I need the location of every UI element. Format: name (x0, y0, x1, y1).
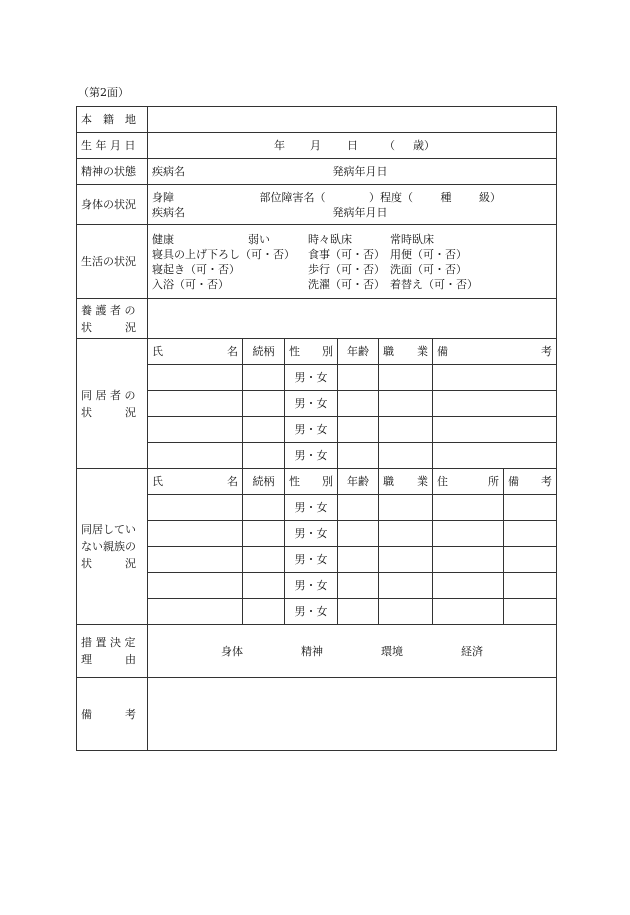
label-cohabit: 同 居 者 の 状 況 (77, 339, 148, 469)
living-walk: 歩行（可・否） (308, 262, 385, 276)
label-guardian: 養 護 者 の 状 況 (77, 299, 148, 339)
living-health: 健康 (152, 232, 174, 246)
physical-disability: 身障 (152, 190, 174, 204)
physical-grade: 級） (479, 190, 501, 204)
cohabit-header-job: 職 業 (379, 339, 433, 365)
cohabit-header-age: 年齢 (338, 339, 379, 365)
row-living (77, 225, 557, 299)
sex-option[interactable]: 男・女 (285, 521, 338, 547)
table-row (77, 495, 557, 521)
noncohabit-header-age: 年齢 (338, 469, 379, 495)
table-row (77, 573, 557, 599)
living-meal: 食事（可・否） (308, 247, 385, 261)
noncohabit-header-address: 住 所 (433, 469, 504, 495)
sex-option[interactable]: 男・女 (285, 365, 338, 391)
field-honseki[interactable] (148, 107, 557, 133)
label-physical: 身体の状況 (77, 185, 148, 225)
sex-option[interactable]: 男・女 (285, 599, 338, 625)
row-birth (77, 133, 557, 159)
field-decision[interactable] (148, 625, 557, 678)
living-toilet: 用便（可・否） (390, 247, 467, 261)
noncohabit-header-sex: 性 別 (285, 469, 338, 495)
table-row (77, 365, 557, 391)
table-row (77, 521, 557, 547)
cohabit-header-note: 備 考 (433, 339, 557, 365)
noncohabit-header-name: 氏 名 (148, 469, 243, 495)
row-decision (77, 625, 557, 678)
cohabit-header-name: 氏 名 (148, 339, 243, 365)
physical-part: 部位障害名（ (259, 190, 326, 204)
field-birth[interactable] (148, 133, 557, 159)
decision-env[interactable]: 環境 (381, 644, 403, 658)
table-row (77, 547, 557, 573)
physical-kind: 種 (440, 190, 452, 204)
sex-option[interactable]: 男・女 (285, 417, 338, 443)
living-bath: 入浴（可・否） (152, 277, 229, 291)
row-remarks (77, 678, 557, 751)
sex-option[interactable]: 男・女 (285, 547, 338, 573)
living-bedding: 寝具の上げ下ろし（可・否） (152, 247, 295, 261)
row-cohabit-header (77, 339, 557, 365)
sex-option[interactable]: 男・女 (285, 573, 338, 599)
label-remarks: 備 考 (77, 678, 148, 751)
page-label: （第2面） (78, 86, 129, 99)
label-mental: 精神の状態 (77, 159, 148, 185)
field-living[interactable] (148, 225, 557, 299)
mental-disease: 疾病名 (152, 165, 185, 178)
living-weak: 弱い (248, 232, 270, 246)
field-remarks[interactable] (148, 678, 557, 751)
table-row (77, 599, 557, 625)
label-birth: 生 年 月 日 (77, 133, 148, 159)
birth-year: 年 (274, 139, 285, 152)
row-mental (77, 159, 557, 185)
living-laundry: 洗濯（可・否） (308, 277, 385, 291)
living-always: 常時臥床 (390, 232, 434, 246)
form-table (76, 106, 557, 751)
row-noncohabit-header (77, 469, 557, 495)
row-guardian (77, 299, 557, 339)
row-physical (77, 185, 557, 225)
sex-option[interactable]: 男・女 (285, 495, 338, 521)
living-sometimes: 時々臥床 (308, 232, 352, 246)
field-physical[interactable] (148, 185, 557, 225)
noncohabit-header-note: 備 考 (504, 469, 557, 495)
row-honseki (77, 107, 557, 133)
label-honseki: 本 籍 地 (77, 107, 148, 133)
living-dress: 着替え（可・否） (390, 277, 478, 291)
label-decision: 措 置 決 定 理 由 (77, 625, 148, 678)
birth-day: 日 (347, 139, 358, 152)
label-living: 生活の状況 (77, 225, 148, 299)
noncohabit-header-job: 職 業 (379, 469, 433, 495)
label-noncohabit: 同居してい ない親族の 状 況 (77, 469, 148, 625)
table-row (77, 417, 557, 443)
table-row (77, 391, 557, 417)
birth-open: （ (384, 139, 395, 152)
sex-option[interactable]: 男・女 (285, 391, 338, 417)
birth-month: 月 (310, 139, 321, 152)
cohabit-header-relation: 続柄 (243, 339, 285, 365)
table-row (77, 443, 557, 469)
mental-onset: 発病年月日 (332, 165, 388, 178)
noncohabit-header-relation: 続柄 (243, 469, 285, 495)
decision-body[interactable]: 身体 (221, 644, 243, 658)
field-guardian[interactable] (148, 299, 557, 339)
decision-economy[interactable]: 経済 (461, 644, 483, 658)
decision-mind[interactable]: 精神 (301, 644, 323, 658)
sex-option[interactable]: 男・女 (285, 443, 338, 469)
cohabit-header-sex: 性 別 (285, 339, 338, 365)
living-getup: 寝起き（可・否） (152, 262, 240, 276)
living-wash: 洗面（可・否） (390, 262, 467, 276)
physical-degree: ）程度（ (369, 190, 413, 204)
birth-age: 歳） (413, 139, 435, 152)
physical-disease: 疾病名 (152, 205, 185, 219)
field-mental[interactable] (148, 159, 557, 185)
physical-onset: 発病年月日 (332, 205, 388, 219)
